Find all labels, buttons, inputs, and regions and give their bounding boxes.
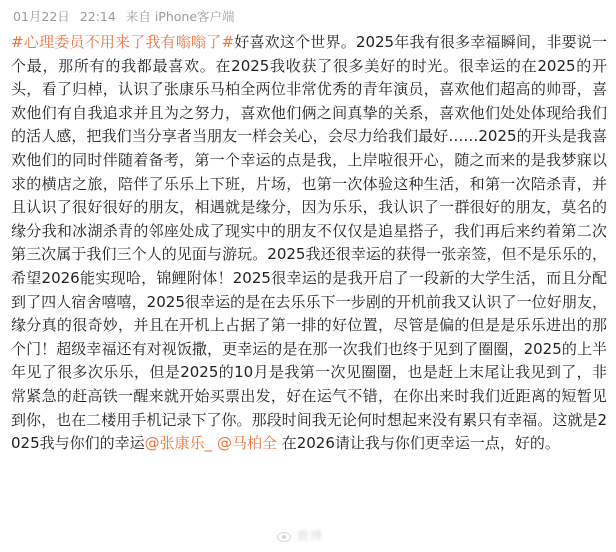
- post-date: 01月22日: [13, 9, 70, 24]
- watermark: [276, 527, 323, 544]
- post-text-main: 好喜欢这个世界。2025年我有很多幸福瞬间，非要说一个最，那所有的我都最喜欢。在2025我收获了很多美好的时光。很幸运的在2025的开头，看了归棹，认识了张康乐马柏全两位非常优秀的青年演员，喜欢他们超高的帅哥，喜欢他们有自我追求并且为之努力，喜欢他们俩之间真挚的关系，喜欢他们处处体现给我们的活人感，把我们当分享者当朋友一样会关心，会尽力给我们最好……2025的开头是我喜欢他们的同时伴随着备考，第一个幸运的点是我，上岸啦很开心，随之而来的是我梦寐以求的横店之旅，陪伴了乐乐上下班，片场，也第一次体验这种生活，和第一次陪杀青，并且认识了很好很好的朋友，相遇就是缘分，因为乐乐，我认识了一群很好的朋友，莫名的缘分我和冰湖杀青的邻座处成了现实中的朋友不仅仅是追星搭子，我们再后来约着第二次第三次属于我们三个人的见面与游玩。2025我还很幸运的获得一张亲签，但不是乐乐的，希望2026能实现哈，锦鲤附体！2025很幸运的是我开启了一段新的大学生活，而且分配到了四人宿舍嘻嘻，2025很幸运的是在去乐乐下一步剧的开机前我又认识了一位好朋友，缘分真的很奇妙，并且在开机上占据了第一排的好位置，尽管是偏的但是是乐乐进出的那个门！超级幸福还有对视饭撒，更幸运的是在那一次我们也终于见到了圈圈，2025的上半年见了很多次乐乐，但是2025的10月是我第一次见圈圈，也是赶上末尾让我见到了，非常紧急的赶高铁一醒来就开始买票出发，好在运气不错，在你出来时我们近距离的短暂见到你，也在二楼用手机记录下了你。那段时间我无论何时想起来没有累只有幸福。这就是2025我与你们的幸运: [11, 33, 607, 453]
- post-text-end: 在2026请让我与你们更幸运一点，好的。: [276, 434, 560, 453]
- mention-link-zhang-kangle[interactable]: @张康乐_: [144, 434, 213, 453]
- post-time: 22:14: [79, 9, 116, 24]
- topic-hashtag-link[interactable]: #心理委员不用来了我有嗡嗡了#: [11, 33, 235, 51]
- post-source[interactable]: 来自 iPhone客户端: [125, 9, 235, 24]
- post-meta: [13, 9, 245, 25]
- weibo-logo-icon: [276, 529, 294, 543]
- mention-link-ma-baiquan[interactable]: @马柏全: [216, 434, 277, 453]
- watermark-text: 微博: [297, 529, 324, 543]
- post-body: [11, 31, 607, 456]
